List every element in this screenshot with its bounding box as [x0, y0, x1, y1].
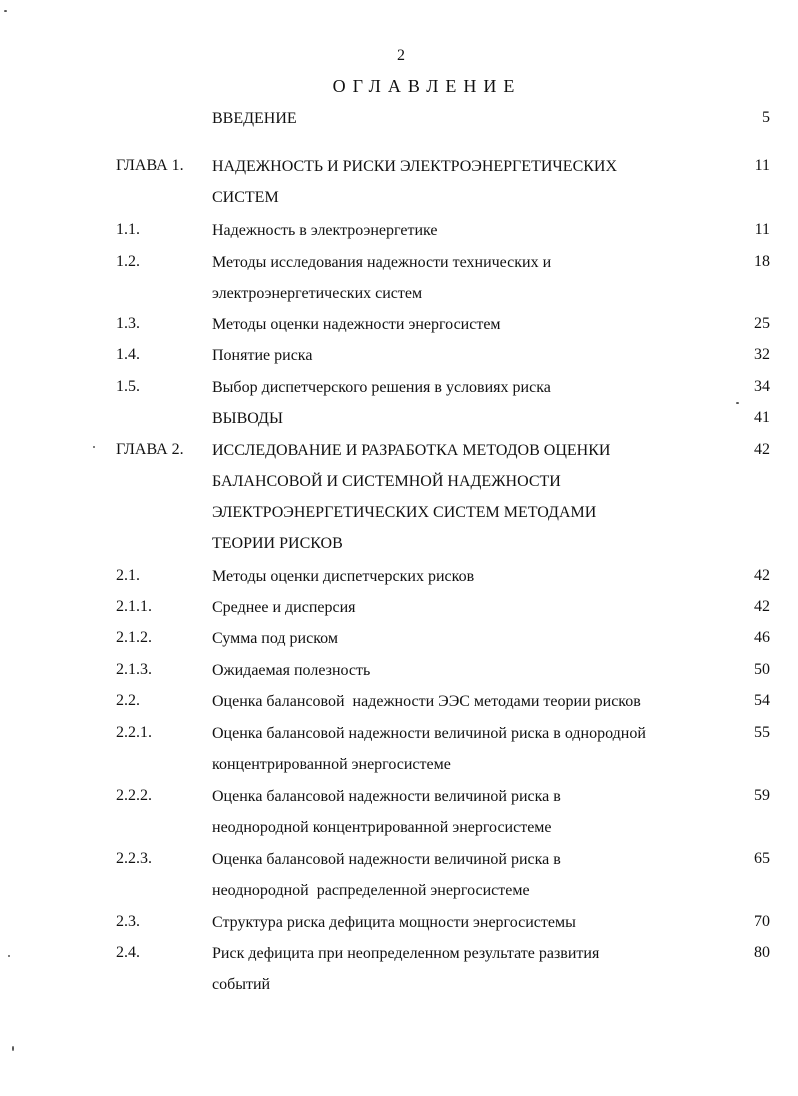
- toc-entry-title: [212, 567, 732, 598]
- toc-entry-title-line: Надежность в электроэнергетике: [212, 222, 438, 239]
- toc-entry-number: ГЛАВА 2.: [116, 441, 184, 458]
- toc-entry-number: 2.1.3.: [116, 661, 152, 678]
- toc-entry-title-line: концентрированной энергосистеме: [212, 756, 451, 773]
- toc-entry-title-line: Оценка балансовой надежности величиной риска в: [212, 851, 561, 868]
- toc-entry-title-line: неоднородной концентрированной энергосистеме: [212, 819, 552, 836]
- toc-entry-page: 50: [754, 661, 770, 678]
- toc-entry-title-line: Оценка балансовой надежности величиной риска в однородной: [212, 725, 646, 742]
- toc-entry-title-line: ВВЕДЕНИЕ: [212, 110, 297, 127]
- toc-entry-title-line: событий: [212, 976, 271, 993]
- toc-entry-title: [212, 109, 732, 140]
- toc-entry-title: [212, 221, 732, 252]
- toc-entry-title: [212, 253, 732, 315]
- toc-entry-page: 54: [754, 692, 770, 709]
- toc-entry-title-line: Ожидаемая полезность: [212, 662, 371, 679]
- toc-entry-title-line: Сумма под риском: [212, 630, 338, 647]
- toc-entry-page: 46: [754, 629, 770, 646]
- toc-entry-number: 2.2.: [116, 692, 140, 709]
- toc-entry-page: 42: [754, 598, 770, 615]
- toc-entry-page: 11: [754, 221, 770, 238]
- toc-entry-page: 42: [754, 567, 770, 584]
- toc-entry-title: [212, 441, 732, 565]
- toc-entry-title-line: НАДЕЖНОСТЬ И РИСКИ ЭЛЕКТРОЭНЕРГЕТИЧЕСКИХ: [212, 158, 618, 175]
- toc-entry-title-line: Методы оценки диспетчерских рисков: [212, 568, 475, 585]
- toc-entry-title-line: Выбор диспетчерского решения в условиях риска: [212, 379, 551, 396]
- toc-entry-title-line: СИСТЕМ: [212, 189, 279, 206]
- toc-entry-page: 18: [754, 253, 770, 270]
- toc-entry-page: 32: [754, 346, 770, 363]
- toc-entry-title-line: электроэнергетических систем: [212, 285, 423, 302]
- toc-entry-title: [212, 346, 732, 377]
- toc-entry-number: 2.2.1.: [116, 724, 152, 741]
- toc-entry-page: 59: [754, 787, 770, 804]
- toc-entry-title-line: неоднородной распределенной энергосистеме: [212, 882, 530, 899]
- toc-entry-title-line: ИССЛЕДОВАНИЕ И РАЗРАБОТКА МЕТОДОВ ОЦЕНКИ: [212, 442, 611, 459]
- scan-speck: [8, 955, 10, 957]
- toc-entry-title: [212, 913, 732, 944]
- toc-entry-number: 2.2.2.: [116, 787, 152, 804]
- toc-entry-number: 1.1.: [116, 221, 140, 238]
- toc-entry-title-line: Понятие риска: [212, 347, 313, 364]
- toc-entry-title: [212, 598, 732, 629]
- toc-entry-title: [212, 629, 732, 660]
- scan-speck: [93, 446, 95, 448]
- toc-entry-title-line: ВЫВОДЫ: [212, 410, 283, 427]
- toc-entry-number: 1.3.: [116, 315, 140, 332]
- scan-speck: [736, 402, 739, 404]
- toc-entry-title-line: Оценка балансовой надежности величиной риска в: [212, 788, 561, 805]
- toc-entry-title: [212, 850, 732, 912]
- toc-entry-number: 2.4.: [116, 944, 140, 961]
- toc-entry-title: [212, 661, 732, 692]
- toc-entry-title: [212, 692, 732, 723]
- toc-entry-title: [212, 378, 732, 409]
- toc-entry-page: 34: [754, 378, 770, 395]
- toc-entry-title-line: Среднее и дисперсия: [212, 599, 356, 616]
- toc-entry-number: 2.3.: [116, 913, 140, 930]
- toc-entry-title: [212, 787, 732, 849]
- toc-entry-page: 11: [754, 157, 770, 174]
- toc-entry-title-line: БАЛАНСОВОЙ И СИСТЕМНОЙ НАДЕЖНОСТИ: [212, 473, 561, 490]
- toc-entry-number: 1.4.: [116, 346, 140, 363]
- toc-entry-number: 2.2.3.: [116, 850, 152, 867]
- toc-entry-page: 42: [754, 441, 770, 458]
- toc-entry-page: 80: [754, 944, 770, 961]
- toc-entry-page: 70: [754, 913, 770, 930]
- scan-speck: [12, 1046, 14, 1051]
- toc-entry-title: [212, 409, 732, 440]
- toc-entry-title-line: Риск дефицита при неопределенном результате развития: [212, 945, 600, 962]
- toc-entry-number: 2.1.: [116, 567, 140, 584]
- toc-entry-title: [212, 157, 732, 219]
- scan-speck: [4, 10, 7, 12]
- toc-entry-page: 55: [754, 724, 770, 741]
- toc-entry-number: 1.2.: [116, 253, 140, 270]
- toc-entry-title: [212, 315, 732, 346]
- toc-entry-number: 2.1.1.: [116, 598, 152, 615]
- toc-title: ОГЛАВЛЕНИЕ: [332, 76, 522, 96]
- toc-entry-page: 5: [762, 109, 770, 126]
- toc-entry-page: 65: [754, 850, 770, 867]
- toc-entry-title-line: Методы исследования надежности технических и: [212, 254, 552, 271]
- toc-entry-title: [212, 944, 732, 1006]
- toc-entry-title-line: Оценка балансовой надежности ЭЭС методами теории рисков: [212, 693, 641, 710]
- toc-entry-title-line: Методы оценки надежности энергосистем: [212, 316, 501, 333]
- toc-entry-title: [212, 724, 732, 786]
- toc-entry-number: 2.1.2.: [116, 629, 152, 646]
- page-number: 2: [397, 47, 405, 64]
- toc-entry-page: 41: [754, 409, 770, 426]
- toc-entry-title-line: Структура риска дефицита мощности энергосистемы: [212, 914, 576, 931]
- toc-entry-number: 1.5.: [116, 378, 140, 395]
- toc-entry-title-line: ЭЛЕКТРОЭНЕРГЕТИЧЕСКИХ СИСТЕМ МЕТОДАМИ: [212, 504, 597, 521]
- toc-entry-page: 25: [754, 315, 770, 332]
- toc-entry-number: ГЛАВА 1.: [116, 157, 184, 174]
- toc-entry-title-line: ТЕОРИИ РИСКОВ: [212, 535, 343, 552]
